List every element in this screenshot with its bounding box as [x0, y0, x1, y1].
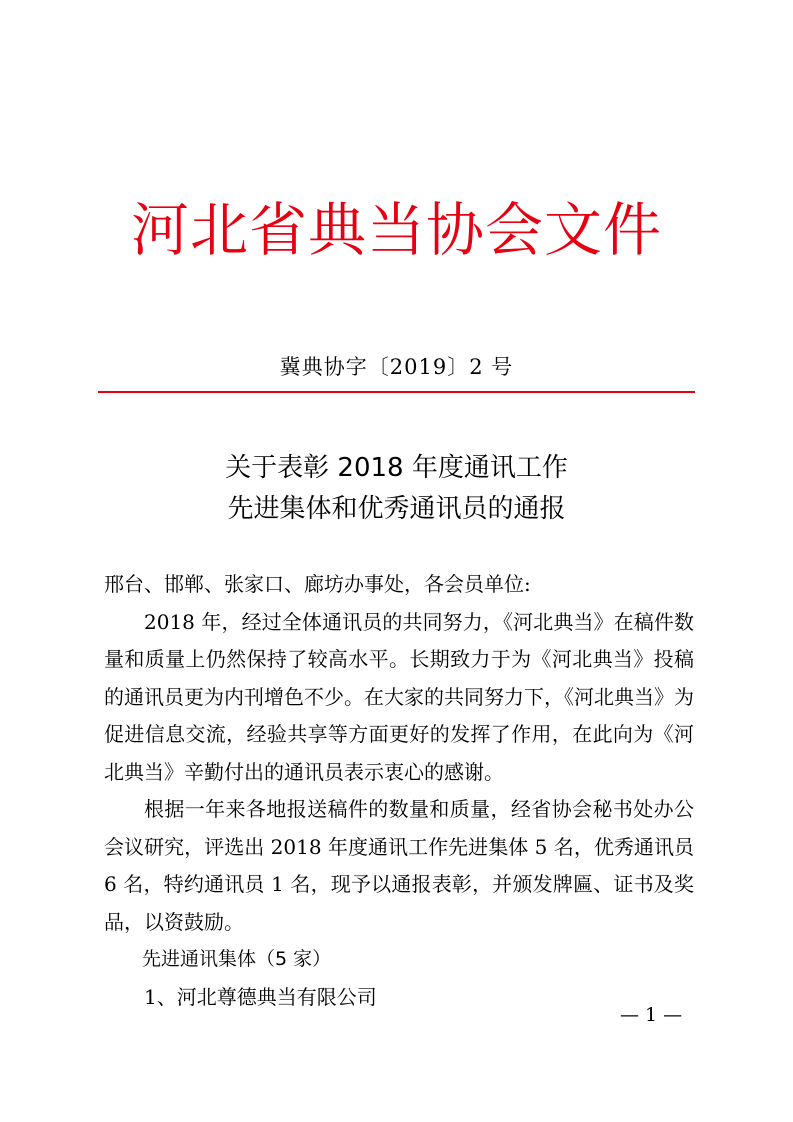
paragraph-1: 2018 年，经过全体通讯员的共同努力，《河北典当》在稿件数量和质量上仍然保持了较高水平。长期致力于为《河北典当》投稿的通讯员更为内刊增色不少。在大家的共同努力下，《河北典当》为促进信息交流，经验共享等方面更好的发挥了作用，在此向为《河北典当》辛勤付出的通讯员表示衷心的感谢。 — [104, 609, 694, 784]
section-heading: 先进通讯集体（5 家） — [142, 948, 332, 970]
page-number: — 1 — — [620, 1004, 683, 1026]
header-title: 河北省典当协会文件 — [130, 196, 662, 264]
notice-title-line-1: 关于表彰 2018 年度通讯工作 — [225, 453, 568, 483]
salutation: 邢台、邯郸、张家口、廊坊办事处，各会员单位: — [104, 572, 531, 596]
paragraph-2: 根据一年来各地报送稿件的数量和质量，经省协会秘书处办公会议研究，评选出 2018 年度通讯工作先进集体 5 名，优秀通讯员 6 名，特约通讯员 1 名，现予以通报表彰，并颁发牌匾、证书及奖品，以资鼓励。 — [104, 797, 694, 934]
notice-title — [0, 448, 793, 530]
body-text — [104, 566, 694, 1016]
notice-title-line-2: 先进集体和优秀通讯员的通报 — [227, 494, 566, 524]
red-divider — [98, 391, 695, 393]
list-item: 1、河北尊德典当有限公司 — [144, 984, 377, 1009]
document-number: 冀典协字〔2019〕2 号 — [279, 355, 514, 379]
